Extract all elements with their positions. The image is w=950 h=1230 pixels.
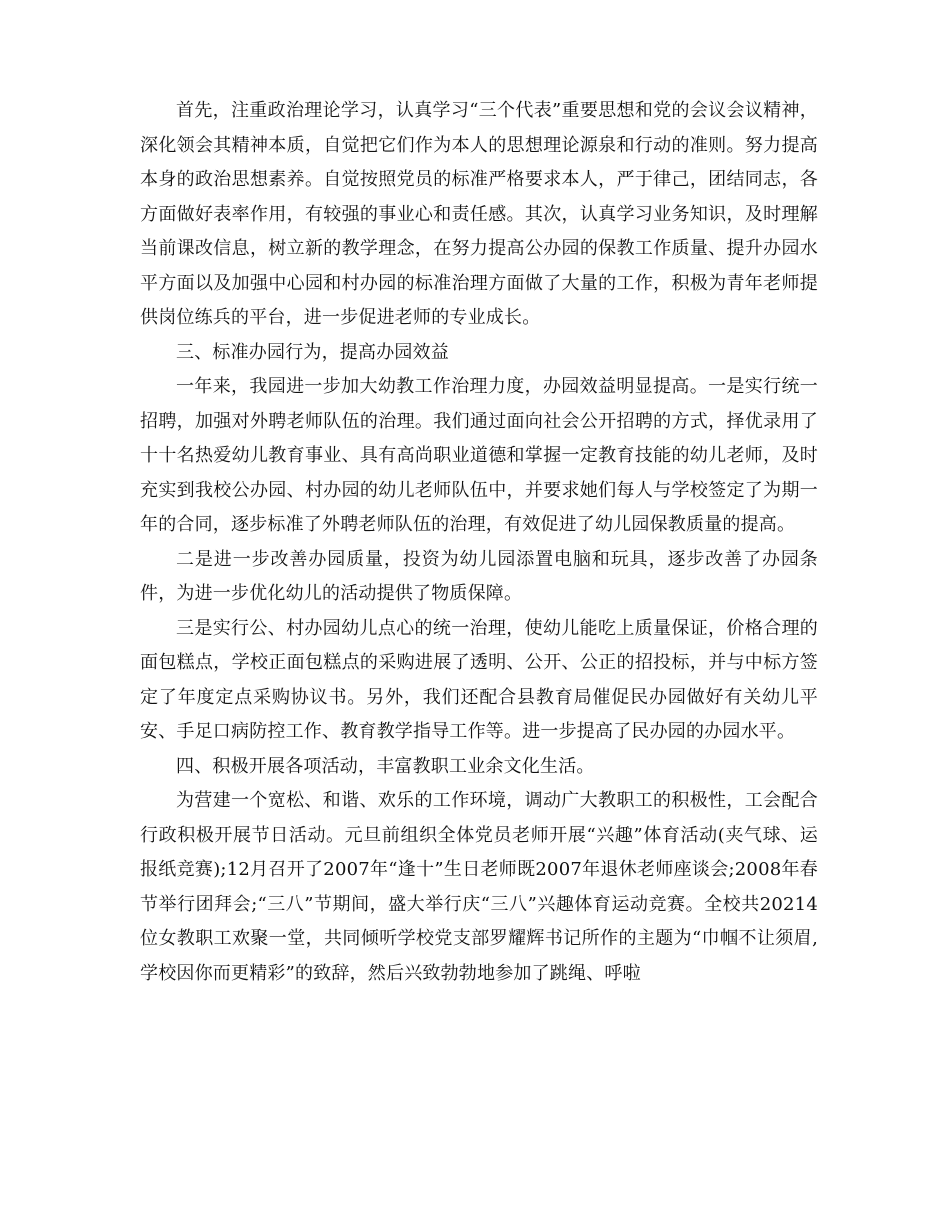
paragraph-snacks: 三是实行公、村办园幼儿点心的统一治理，使幼儿能吃上质量保证，价格合理的面包糕点，学校正面包糕点的采购进展了透明、公开、公正的招投标，并与中标方签定了年度定点采购协议书。另外，我们还配合县教育局催促民办园做好有关幼儿平安、手足口病防控工作、教育教学指导工作等。进一步提高了民办园的办园水平。 (140, 617, 818, 742)
paragraph-activities: 为营建一个宽松、和谐、欢乐的工作环境，调动广大教职工的积极性，工会配合行政积极开展节日活动。元旦前组织全体党员老师开展“兴趣”体育活动(夹气球、运报纸竞赛);12月召开了2007年“逢十”生日老师既2007年退休老师座谈会;2008年春节举行团拜会;“三八”节期间，盛大举行庆“三八”兴趣体育运动竞赛。全校共20214位女教职工欢聚一堂，共同倾听学校党支部罗耀辉书记所作的主题为“巾帼不让须眉,学校因你而更精彩”的致辞，然后兴致勃勃地参加了跳绳、呼啦 (140, 790, 818, 984)
paragraph-political-study: 首先，注重政治理论学习，认真学习“三个代表”重要思想和党的会议会议精神，深化领会其精神本质，自觉把它们作为本人的思想理论源泉和行动的准则。努力提高本身的政治思想素养。自觉按照党员的标准严格要求本人，严于律己，团结同志，各方面做好表率作用，有较强的事业心和责任感。其次，认真学习业务知识，及时理解当前课改信息，树立新的教学理念，在努力提高公办园的保教工作质量、提升办园水平方面以及加强中心园和村办园的标准治理方面做了大量的工作，积极为青年老师提供岗位练兵的平台，进一步促进老师的专业成长。 (140, 100, 818, 328)
section-heading-3: 三、标准办园行为，提高办园效益 (176, 341, 449, 363)
section-heading-4: 四、积极开展各项活动，丰富教职工业余文化生活。 (176, 755, 595, 777)
paragraph-facilities: 二是进一步改善办园质量，投资为幼儿园添置电脑和玩具，逐步改善了办园条件，为进一步优化幼儿的活动提供了物质保障。 (140, 548, 818, 604)
paragraph-recruitment: 一年来，我园进一步加大幼教工作治理力度，办园效益明显提高。一是实行统一招聘，加强对外聘老师队伍的治理。我们通过面向社会公开招聘的方式，择优录用了十十名热爱幼儿教育事业、具有高尚职业道德和掌握一定教育技能的幼儿老师，及时充实到我校公办园、村办园的幼儿老师队伍中，并要求她们每人与学校签定了为期一年的合同，逐步标准了外聘老师队伍的治理，有效促进了幼儿园保教质量的提高。 (140, 376, 818, 535)
